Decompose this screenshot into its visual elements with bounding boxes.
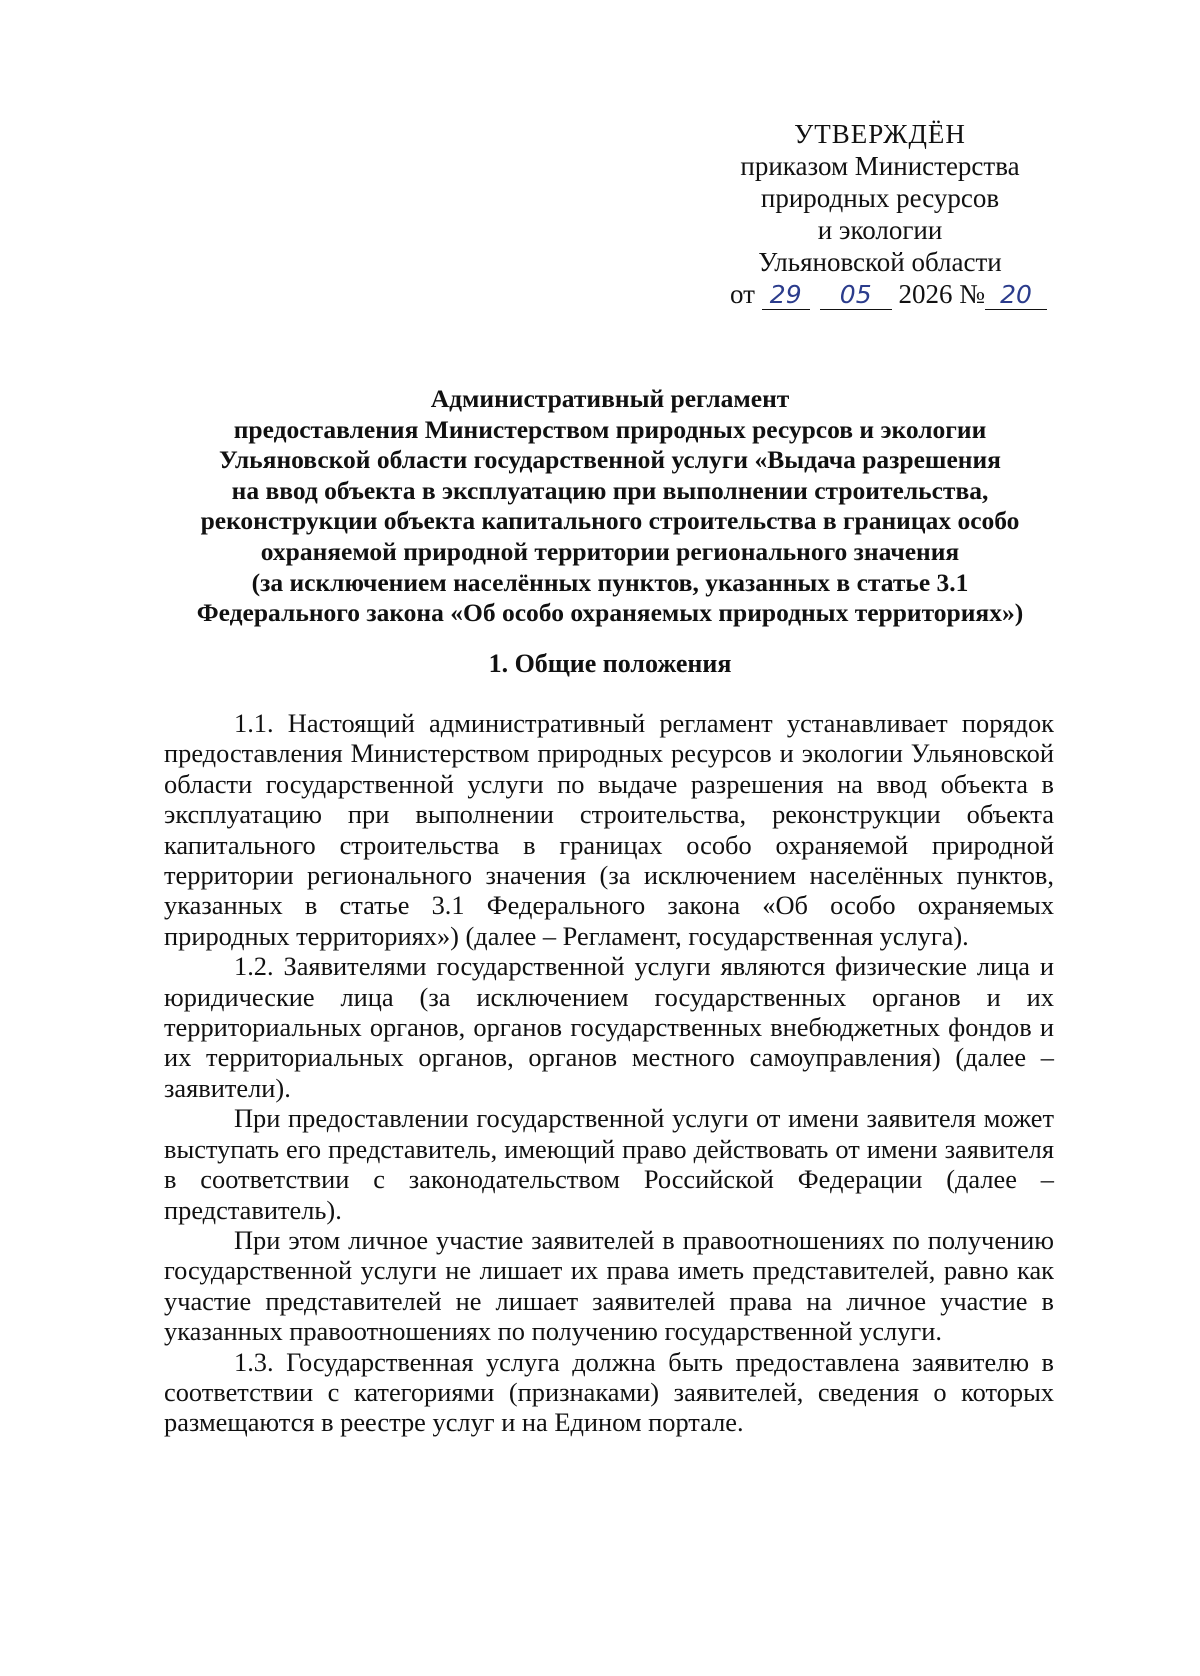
title-line: Административный регламент [430, 384, 790, 413]
approval-block [730, 118, 1030, 310]
document-title [150, 384, 1070, 629]
title-line: Федерального закона «Об особо охраняемых природных территориях») [196, 598, 1024, 628]
document-body [164, 708, 1054, 1438]
number-sign: № [959, 279, 985, 309]
handwritten-number: 20 [985, 281, 1047, 310]
title-line: предоставления Министерством природных ресурсов и экологии [233, 414, 987, 444]
title-line: на ввод объекта в эксплуатацию при выполнении строительства, [231, 475, 989, 505]
title-line: Ульяновской области государственной услуги «Выдача разрешения [219, 445, 1001, 475]
title-line: реконструкции объекта капитального строительства в границах особо [200, 506, 1020, 536]
handwritten-day: 29 [762, 281, 810, 310]
approval-line: Ульяновской области [758, 247, 1002, 277]
date-from-label: от [730, 279, 755, 309]
date-year: 2026 [898, 279, 953, 309]
title-line: (за исключением населённых пунктов, указанных в статье 3.1 [251, 567, 969, 597]
approval-date-line [730, 278, 1030, 310]
approval-title: УТВЕРЖДЁН [794, 119, 966, 149]
handwritten-month: 05 [820, 281, 892, 310]
paragraph-1-3: 1.3. Государственная услуга должна быть предоставлена заявителю в соответствии с категориями (признаками) заявителей, сведения о которых размещаются в реестре услуг и на Едином портале. [164, 1346, 1054, 1438]
paragraph-personal-participation: При этом личное участие заявителей в правоотношениях по получению государственной услуги не лишает их права иметь представителей, равно как участие представителей не лишает заявителей права на личное участие в указанных правоотношениях по получению государственной услуги. [164, 1224, 1054, 1347]
paragraph-1-2: 1.2. Заявителями государственной услуги являются физические лица и юридические лица (за исключением государственных органов и их территориальных органов, органов государственных внебюджетных фондов и их территориальных органов, органов местного самоуправления) (далее – заявители). [164, 951, 1054, 1103]
paragraph-representative: При предоставлении государственной услуги от имени заявителя может выступать его представитель, имеющий право действовать от имени заявителя в соответствии с законодательством Российской Федерации (далее – представитель). [164, 1103, 1054, 1225]
title-line: охраняемой природной территории регионального значения [260, 536, 960, 566]
section-heading: 1. Общие положения [488, 649, 732, 678]
approval-line: приказом Министерства [740, 151, 1020, 181]
approval-line: природных ресурсов [760, 183, 1000, 213]
approval-line: и экологии [817, 215, 943, 245]
paragraph-1-1: 1.1. Настоящий административный регламент устанавливает порядок предоставления Министерством природных ресурсов и экологии Ульяновской области государственной услуги по выдаче разрешения на ввод объекта в эксплуатацию при выполнении строительства, реконструкции объекта капитального строительства в границах особо охраняемой природной территории регионального значения (за исключением населённых пунктов, указанных в статье 3.1 Федерального закона «Об особо охраняемых природных территориях») (далее – Регламент, государственная услуга). [164, 708, 1054, 951]
